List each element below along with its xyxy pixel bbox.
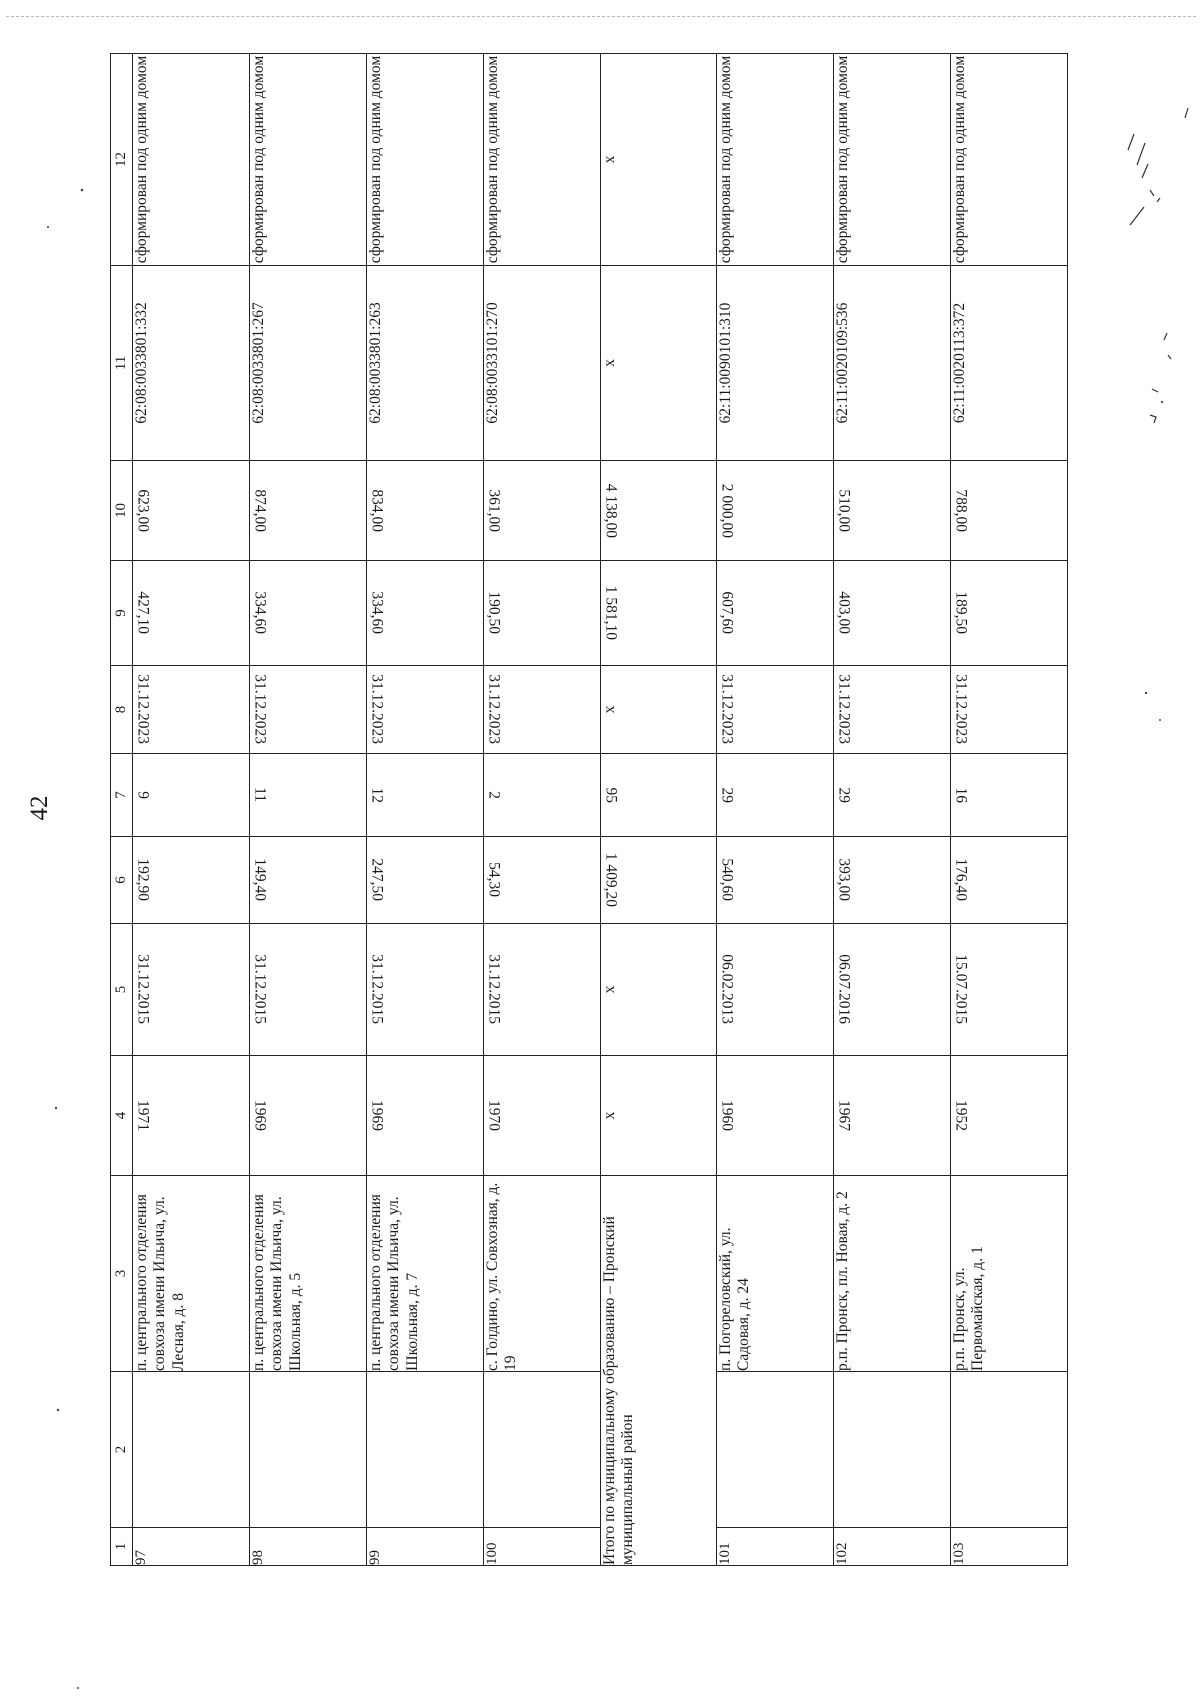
- cadastral-number-cell: х: [601, 266, 717, 461]
- municipality-cell: [133, 1372, 250, 1528]
- value-cell: 54,30: [484, 837, 601, 924]
- col-number: 1: [111, 1528, 133, 1566]
- row-number: 99: [367, 1528, 484, 1566]
- housing-table: [110, 53, 1068, 1566]
- value-cell: 149,40: [250, 837, 367, 924]
- municipality-cell: [951, 1372, 1068, 1528]
- year-cell: 1952: [951, 1056, 1068, 1176]
- date-cell: 31.12.2023: [834, 666, 951, 754]
- col-number: 5: [111, 924, 133, 1056]
- row-number: 102: [834, 1528, 951, 1566]
- value-cell: 334,60: [250, 561, 367, 666]
- table-row: [951, 54, 1068, 1566]
- value-cell: 2 000,00: [717, 461, 834, 561]
- value-cell: 4 138,00: [601, 461, 717, 561]
- date-cell: 31.12.2015: [250, 924, 367, 1056]
- value-cell: 788,00: [951, 461, 1068, 561]
- address-cell: п. Погореловский, ул. Садовая, д. 24: [717, 1176, 834, 1372]
- date-cell: 31.12.2023: [951, 666, 1068, 754]
- col-number: 4: [111, 1056, 133, 1176]
- cadastral-number-cell: 62:08:0033801:263: [367, 266, 484, 461]
- col-number: 12: [111, 54, 133, 266]
- page-number: 42: [26, 795, 53, 821]
- table-row: [133, 54, 250, 1566]
- address-cell: п. центрального отделения совхоза имени Ильича, ул. Лесная, д. 8: [133, 1176, 250, 1372]
- value-cell: 334,60: [367, 561, 484, 666]
- land-status-cell: сформирован под одним домом: [834, 54, 951, 266]
- value-cell: 834,00: [367, 461, 484, 561]
- date-cell: х: [601, 666, 717, 754]
- col-number: 11: [111, 266, 133, 461]
- value-cell: 247,50: [367, 837, 484, 924]
- table-row: [484, 54, 601, 1566]
- table-row: [717, 54, 834, 1566]
- row-number: 98: [250, 1528, 367, 1566]
- count-cell: 11: [250, 754, 367, 837]
- land-status-cell: сформирован под одним домом: [717, 54, 834, 266]
- date-cell: 31.12.2023: [133, 666, 250, 754]
- value-cell: 540,60: [717, 837, 834, 924]
- date-cell: 31.12.2023: [717, 666, 834, 754]
- land-status-cell: сформирован под одним домом: [484, 54, 601, 266]
- date-cell: 31.12.2023: [484, 666, 601, 754]
- value-cell: 189,50: [951, 561, 1068, 666]
- col-number: 3: [111, 1176, 133, 1372]
- municipality-cell: [367, 1372, 484, 1528]
- table-row: [250, 54, 367, 1566]
- total-row: [601, 54, 717, 1566]
- count-cell: 12: [367, 754, 484, 837]
- value-cell: 192,90: [133, 837, 250, 924]
- address-cell: с. Голдино, ул. Совхозная, д. 19: [484, 1176, 601, 1372]
- column-number-row: [111, 54, 133, 1566]
- value-cell: 623,00: [133, 461, 250, 561]
- value-cell: 1 581,10: [601, 561, 717, 666]
- municipality-cell: [717, 1372, 834, 1528]
- col-number: 9: [111, 561, 133, 666]
- address-cell: р.п. Пронск, ул. Первомайская, д. 1: [951, 1176, 1068, 1372]
- year-cell: 1960: [717, 1056, 834, 1176]
- cadastral-number-cell: 62:11:0020113:372: [951, 266, 1068, 461]
- date-cell: 15.07.2015: [951, 924, 1068, 1056]
- municipality-cell: [250, 1372, 367, 1528]
- date-cell: 31.12.2023: [250, 666, 367, 754]
- value-cell: 361,00: [484, 461, 601, 561]
- cadastral-number-cell: 62:08:0033801:332: [133, 266, 250, 461]
- date-cell: 31.12.2023: [367, 666, 484, 754]
- year-cell: 1969: [367, 1056, 484, 1176]
- value-cell: 190,50: [484, 561, 601, 666]
- year-cell: 1971: [133, 1056, 250, 1176]
- value-cell: 607,60: [717, 561, 834, 666]
- value-cell: 1 409,20: [601, 837, 717, 924]
- year-cell: 1969: [250, 1056, 367, 1176]
- scan-top-edge-rule: [6, 16, 1196, 17]
- col-number: 10: [111, 461, 133, 561]
- value-cell: 427,10: [133, 561, 250, 666]
- address-cell: п. центрального отделения совхоза имени Ильича, ул. Школьная, д. 7: [367, 1176, 484, 1372]
- rotated-table-wrapper: [110, 54, 1068, 1566]
- table-row: [367, 54, 484, 1566]
- row-number: 97: [133, 1528, 250, 1566]
- cadastral-number-cell: 62:11:0020109:536: [834, 266, 951, 461]
- land-status-cell: сформирован под одним домом: [250, 54, 367, 266]
- row-number: 103: [951, 1528, 1068, 1566]
- date-cell: 31.12.2015: [484, 924, 601, 1056]
- date-cell: х: [601, 924, 717, 1056]
- cadastral-number-cell: 62:08:0033101:270: [484, 266, 601, 461]
- value-cell: 403,00: [834, 561, 951, 666]
- table-row: [834, 54, 951, 1566]
- cadastral-number-cell: 62:08:0033801:267: [250, 266, 367, 461]
- land-status-cell: сформирован под одним домом: [367, 54, 484, 266]
- count-cell: 16: [951, 754, 1068, 837]
- municipality-cell: [484, 1372, 601, 1528]
- land-status-cell: сформирован под одним домом: [951, 54, 1068, 266]
- municipality-cell: [834, 1372, 951, 1528]
- value-cell: 176,40: [951, 837, 1068, 924]
- land-status-cell: х: [601, 54, 717, 266]
- year-cell: 1970: [484, 1056, 601, 1176]
- cadastral-number-cell: 62:11:0090101:310: [717, 266, 834, 461]
- count-cell: 9: [133, 754, 250, 837]
- row-number: 100: [484, 1528, 601, 1566]
- date-cell: 31.12.2015: [367, 924, 484, 1056]
- value-cell: 393,00: [834, 837, 951, 924]
- land-status-cell: сформирован под одним домом: [133, 54, 250, 266]
- col-number: 7: [111, 754, 133, 837]
- value-cell: 874,00: [250, 461, 367, 561]
- year-cell: х: [601, 1056, 717, 1176]
- col-number: 2: [111, 1372, 133, 1528]
- count-cell: 2: [484, 754, 601, 837]
- col-number: 6: [111, 837, 133, 924]
- date-cell: 31.12.2015: [133, 924, 250, 1056]
- row-number: 101: [717, 1528, 834, 1566]
- date-cell: 06.02.2013: [717, 924, 834, 1056]
- value-cell: 510,00: [834, 461, 951, 561]
- date-cell: 06.07.2016: [834, 924, 951, 1056]
- total-label: Итого по муниципальному образованию – Пронский муниципальный район: [601, 1176, 717, 1566]
- year-cell: 1967: [834, 1056, 951, 1176]
- count-cell: 29: [717, 754, 834, 837]
- address-cell: п. центрального отделения совхоза имени Ильича, ул. Школьная, д. 5: [250, 1176, 367, 1372]
- col-number: 8: [111, 666, 133, 754]
- address-cell: р.п. Пронск, пл. Новая, д. 2: [834, 1176, 951, 1372]
- count-cell: 29: [834, 754, 951, 837]
- count-cell: 95: [601, 754, 717, 837]
